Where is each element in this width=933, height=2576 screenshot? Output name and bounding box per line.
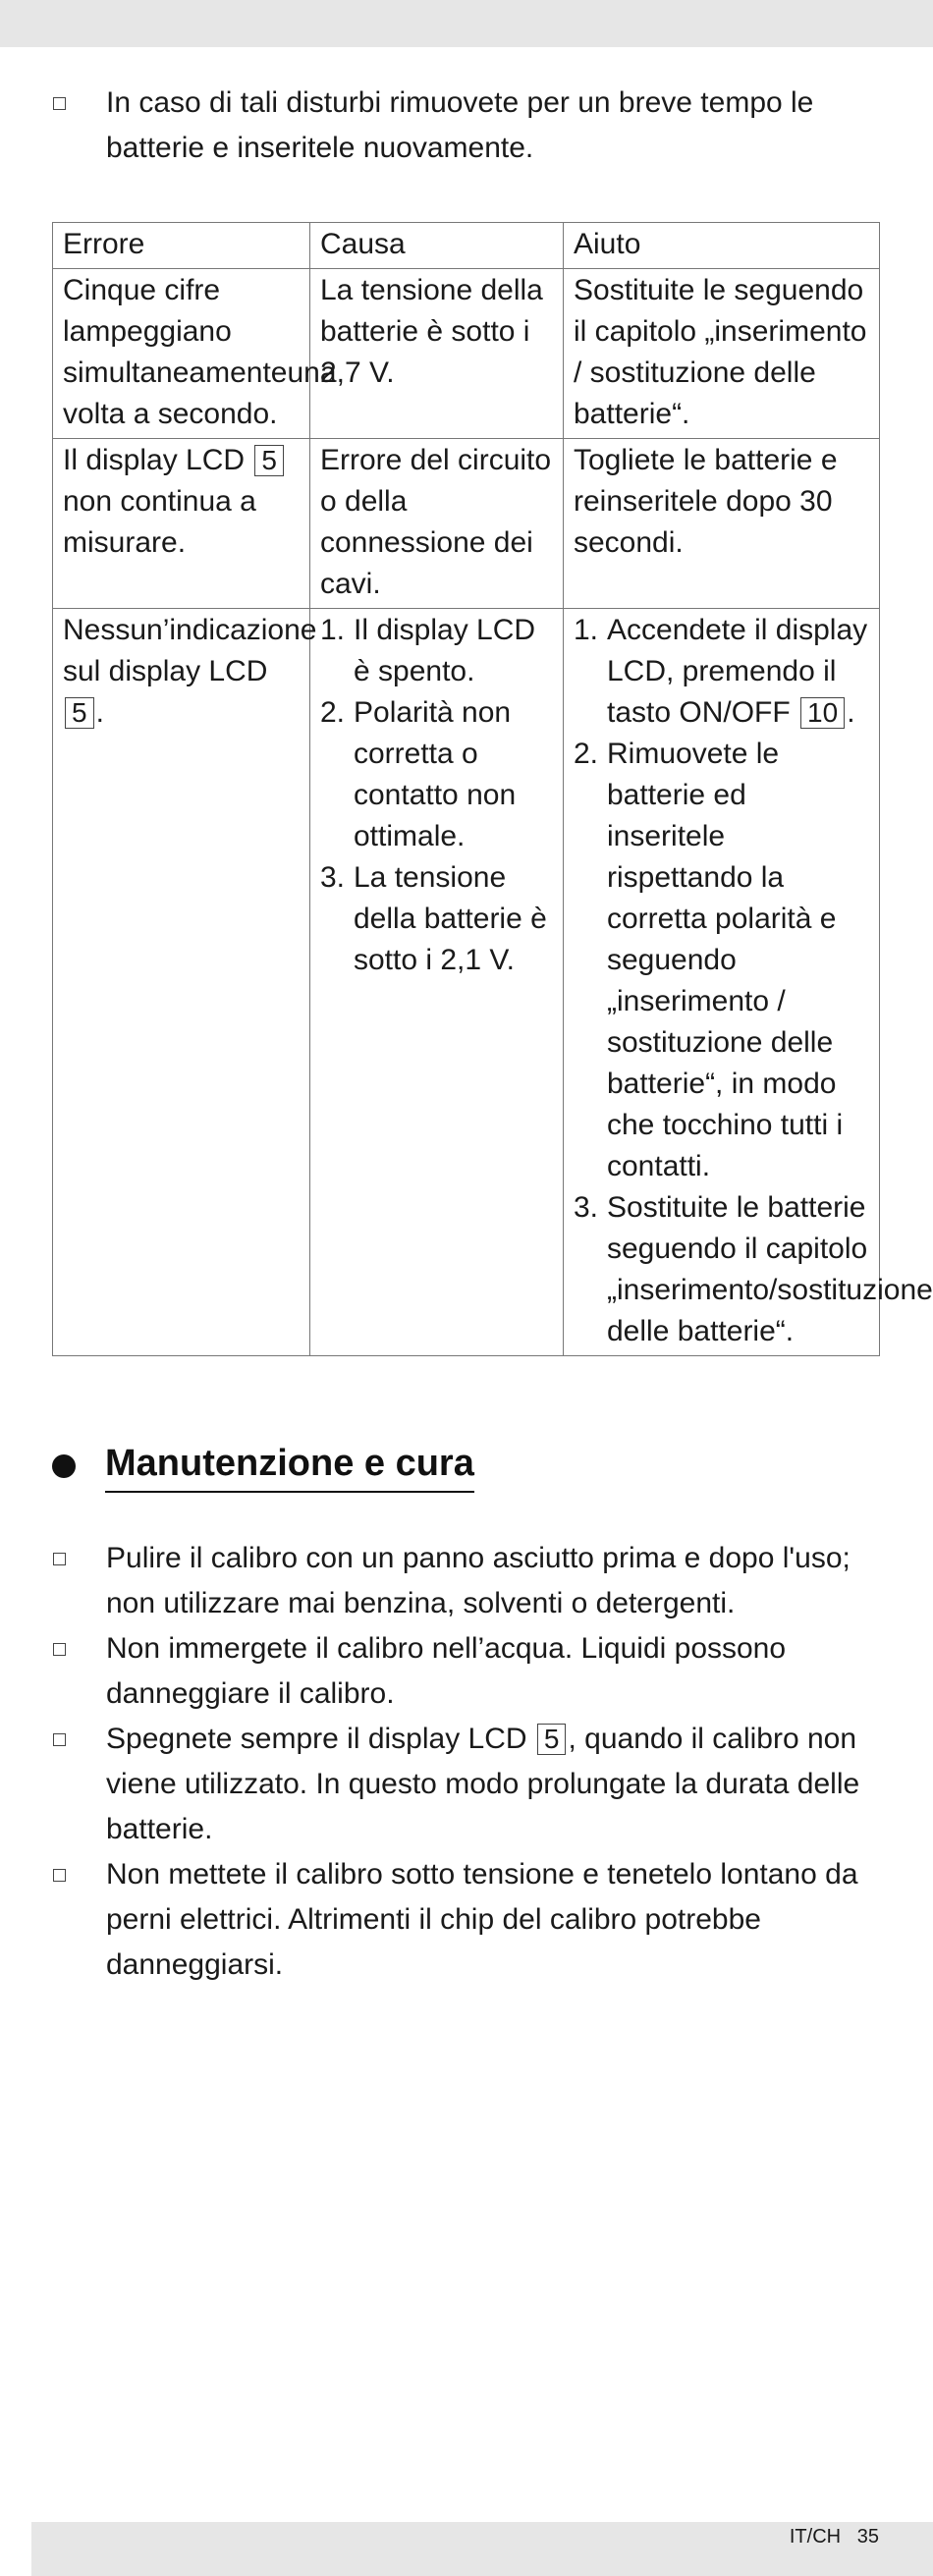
list-item (53, 1852, 878, 1988)
help-list (574, 610, 933, 1352)
cell-text: Il display LCD (63, 444, 246, 476)
cell-text: non continua a misurare. (63, 485, 256, 559)
care-text: Non mettete il calibro sotto tensione e tenetelo lontano da perni elettrici. Altrimenti il chip del calibro potrebbe danneggiarsi. (106, 1858, 858, 1981)
bullet-dot-icon (52, 1454, 76, 1478)
step-text: Sostituite le batterie seguendo il capitolo „inserimento/sostituzione delle batterie“. (607, 1191, 933, 1347)
section-title: Manutenzione e cura (105, 1440, 474, 1493)
reference-number: 5 (254, 445, 284, 476)
reference-number: 5 (65, 697, 94, 729)
step-text: La tensione della batterie è sotto i 2,1 V. (354, 861, 547, 976)
cell-help (564, 609, 933, 1356)
cell-help: Sostituite le seguendo il capitolo „inserimento / sostituzione delle batterie“. (564, 269, 880, 439)
reference-number: 5 (537, 1724, 567, 1755)
header-error: Errore (53, 223, 310, 269)
table-row (53, 269, 880, 439)
list-item (53, 1626, 878, 1717)
cell-cause: Errore del circuito o della connessione dei cavi. (310, 439, 564, 609)
list-item (320, 857, 553, 981)
step-number: 2. (574, 738, 599, 770)
header-cause: Causa (310, 223, 564, 269)
checkbox-square-icon (53, 1553, 66, 1565)
list-item (574, 734, 869, 1187)
intro-list (53, 81, 878, 171)
cell-error: Cinque cifre lampeggiano simultaneamenteuna volta a secondo. (53, 269, 310, 439)
list-item (574, 610, 869, 734)
care-list (53, 1536, 878, 1988)
reference-number: 10 (800, 697, 845, 729)
step-text: Il display LCD è spento. (354, 614, 536, 687)
step-text: Polarità non corretta o contatto non ottimale. (354, 696, 517, 852)
list-item (53, 81, 878, 171)
section-heading (52, 1440, 474, 1493)
care-text: Pulire il calibro con un panno asciutto prima e dopo l'uso; non utilizzare mai benzina, solventi o detergenti. (106, 1542, 851, 1619)
troubleshooting-table (52, 222, 933, 1356)
care-text: Spegnete sempre il display LCD (106, 1723, 527, 1755)
checkbox-square-icon (53, 97, 66, 110)
cell-help: Togliete le batterie e reinseritele dopo 30 secondi. (564, 439, 880, 609)
checkbox-square-icon (53, 1733, 66, 1746)
step-text: Accendete il display LCD, premendo il tasto ON/OFF (607, 614, 868, 729)
list-item (574, 1187, 933, 1352)
page-number: IT/CH 35 (789, 2526, 879, 2548)
step-number: 1. (574, 614, 599, 646)
table-row (53, 439, 880, 609)
cell-error (53, 439, 310, 609)
cell-text: Nessun’indicazione sul display LCD (63, 614, 317, 687)
table-header-row (53, 223, 880, 269)
checkbox-square-icon (53, 1869, 66, 1882)
cell-error (53, 609, 317, 1356)
top-bar (0, 0, 933, 47)
step-number: 3. (320, 861, 346, 894)
step-number: 1. (320, 614, 346, 646)
list-item (53, 1536, 878, 1626)
bottom-bar-tab (0, 2522, 31, 2576)
list-item (53, 1717, 878, 1852)
cause-list (320, 610, 553, 981)
list-item (320, 692, 553, 857)
intro-text: In caso di tali disturbi rimuovete per un breve tempo le batterie e inseritele nuovamente. (106, 86, 814, 164)
step-text: Rimuovete le batterie ed inseritele rispettando la corretta polarità e seguendo „inserimento / sostituzione delle batterie“, in modo che tocchino tutti i contatti. (607, 738, 844, 1182)
step-text: . (847, 696, 855, 729)
cell-text: . (95, 696, 104, 729)
cell-cause (310, 609, 564, 1356)
header-help: Aiuto (564, 223, 880, 269)
table-row (53, 609, 880, 1356)
checkbox-square-icon (53, 1643, 66, 1656)
care-text: , quando il calibro non viene utilizzato. In questo modo prolungate la durata delle batterie. (106, 1723, 860, 1845)
step-number: 2. (320, 696, 346, 729)
step-number: 3. (574, 1191, 599, 1224)
list-item (320, 610, 553, 692)
care-text: Non immergete il calibro nell’acqua. Liquidi possono danneggiare il calibro. (106, 1632, 787, 1710)
cell-cause: La tensione della batterie è sotto i 2,7 V. (310, 269, 564, 439)
